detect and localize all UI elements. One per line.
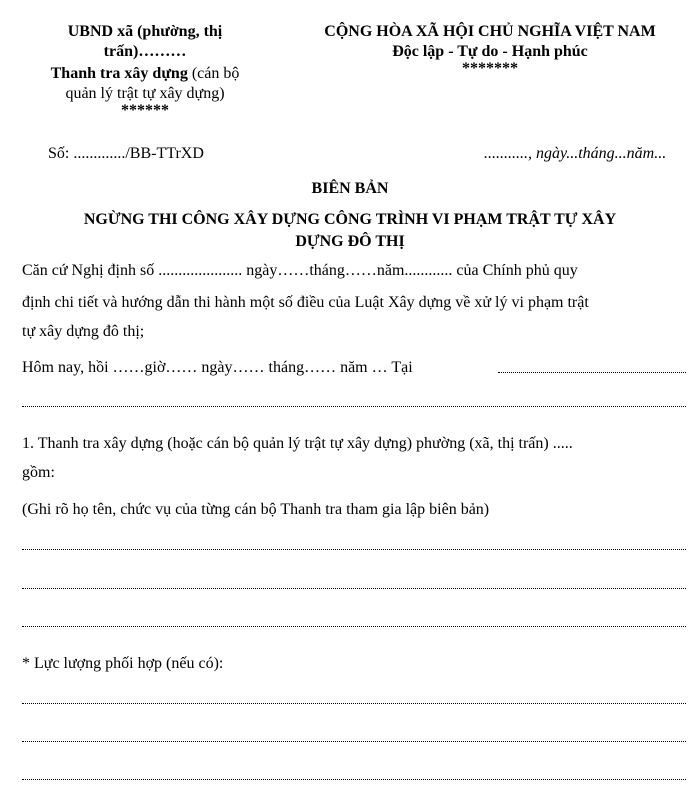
blank-line-2: [22, 549, 686, 550]
org-line-1: UBND xã (phường, thị: [67, 23, 223, 40]
subtitle-line-2: DỰNG ĐÔ THỊ: [295, 233, 405, 250]
doc-subtitle: [0, 210, 700, 252]
left-stars: ******: [121, 102, 169, 119]
basis-line-2: định chi tiết và hướng dẫn thi hành một số điều của Luật Xây dựng về xử lý vi phạm trật: [22, 294, 589, 311]
dept-line-2: quản lý trật tự xây dựng): [65, 85, 225, 102]
right-stars: *******: [462, 60, 518, 77]
blank-line-1: [22, 406, 686, 407]
dept-name: [10, 64, 280, 118]
org-name: [10, 22, 280, 62]
doc-title: BIÊN BẢN: [311, 180, 389, 197]
blank-line-3: [22, 588, 686, 589]
dept-bold: Thanh tra xây dựng: [50, 65, 188, 82]
section-1-line-1: 1. Thanh tra xây dựng (hoặc cán bộ quản lý trật tự xây dựng) phường (xã, thị trấn) .....: [22, 435, 573, 452]
subtitle-line-1: NGỪNG THI CÔNG XÂY DỰNG CÔNG TRÌNH VI PHẠM TRẬT TỰ XÂY: [83, 211, 617, 228]
today-line: [22, 352, 686, 384]
basis-line-1: Căn cứ Nghị định số ..................... ngày……tháng……năm............ của Chính phủ quy: [22, 262, 578, 279]
coop-text: * Lực lượng phối hợp (nếu có):: [22, 655, 224, 672]
nation-name: CỘNG HÒA XÃ HỘI CHỦ NGHĨA VIỆT NAM: [324, 23, 656, 40]
blank-line-4: [22, 626, 686, 627]
motto: Độc lập - Tự do - Hạnh phúc: [392, 43, 588, 60]
today-text: Hôm nay, hồi ……giờ…… ngày…… tháng…… năm … Tại: [22, 359, 413, 376]
dept-rest: (cán bộ: [187, 65, 240, 82]
doc-number: Số: ............./BB-TTrXD: [48, 145, 204, 162]
national-header: [280, 22, 700, 76]
org-line-2: trấn)………: [103, 43, 187, 60]
today-fill-line: [498, 372, 686, 373]
section-1-line-2: gồm:: [22, 464, 55, 481]
doc-date: [484, 144, 666, 164]
blank-line-6: [22, 741, 686, 742]
blank-line-5: [22, 703, 686, 704]
doc-date-text: ..........., ngày...tháng...năm...: [484, 145, 667, 162]
note-text: (Ghi rõ họ tên, chức vụ của từng cán bộ Thanh tra tham gia lập biên bản): [22, 501, 490, 518]
dept-line-1: [10, 64, 280, 84]
blank-line-7: [22, 779, 686, 780]
basis-line-3: tự xây dựng đô thị;: [22, 323, 145, 340]
